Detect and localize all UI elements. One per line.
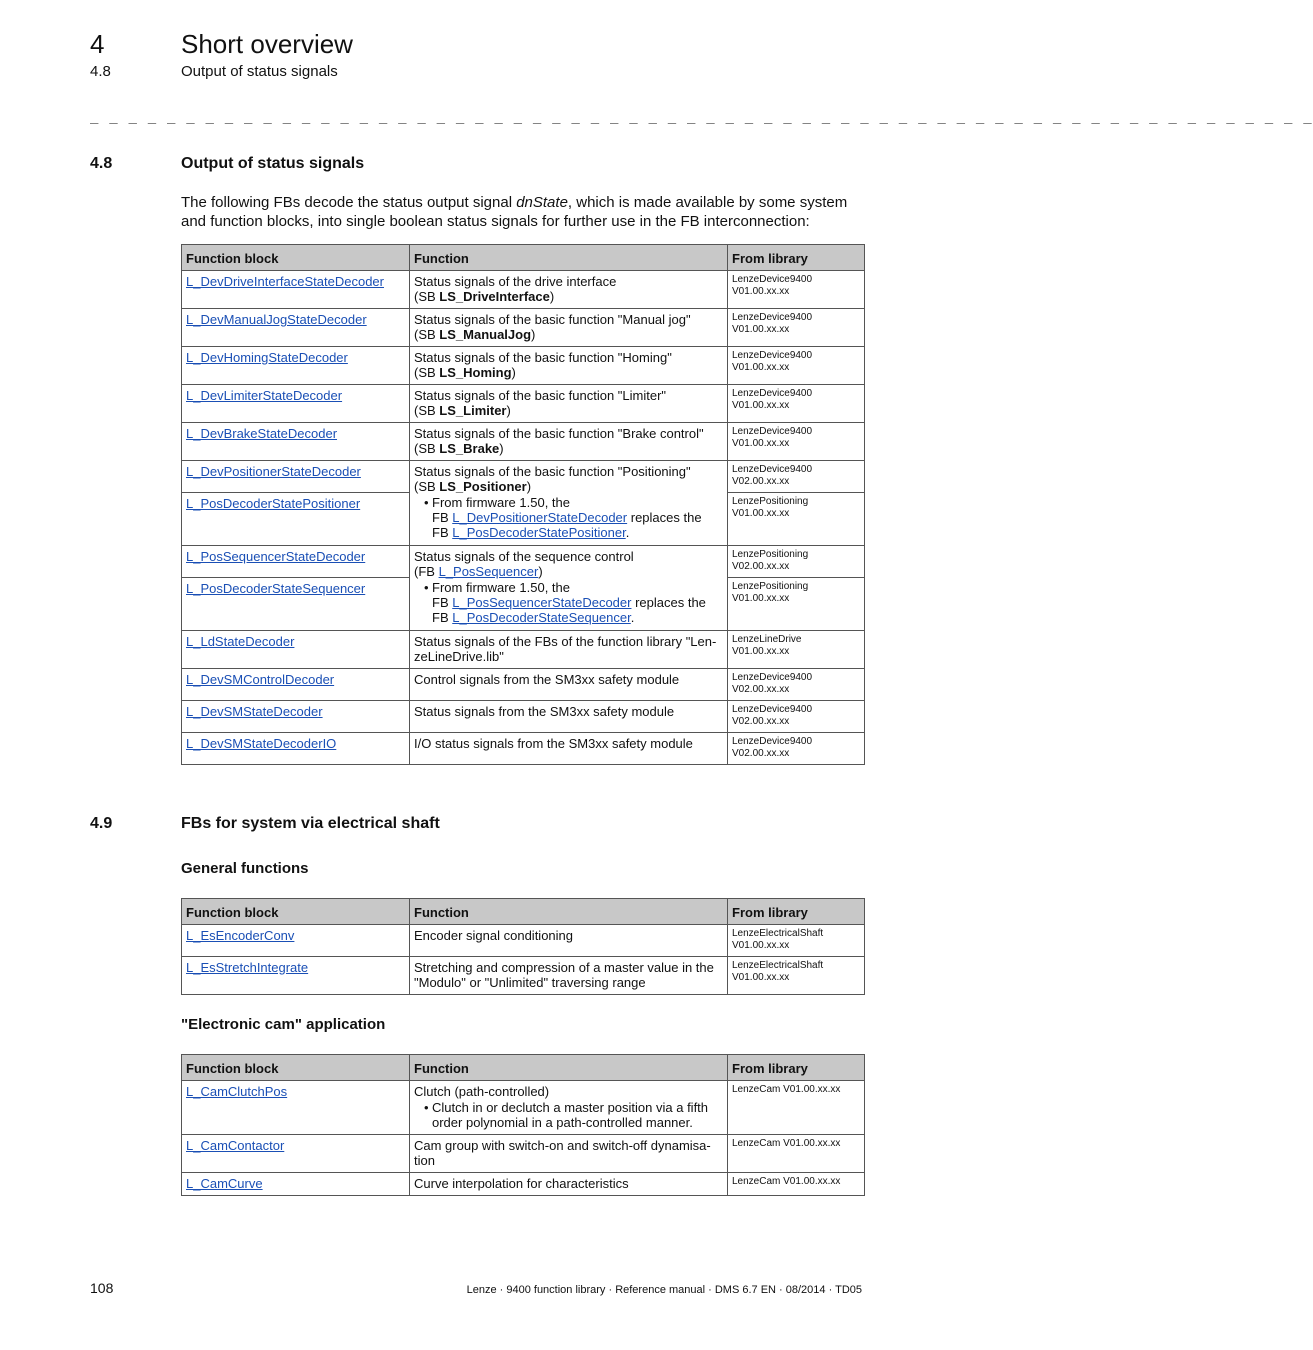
function-cell: Status signals of the basic function "Positioning" (SB LS_Positioner) • From firmware 1.50, the FB L_DevPositionerStateDecoder replaces the FB L_PosDecoderStatePositioner. <box>410 461 728 546</box>
function-cell: I/O status signals from the SM3xx safety module <box>410 733 728 765</box>
fb-link[interactable]: L_DevPositionerStateDecoder <box>452 510 628 525</box>
page-number: 108 <box>90 1280 114 1296</box>
general-functions-table <box>181 898 865 995</box>
table-row <box>182 631 865 669</box>
fb-link[interactable]: L_DevPositionerStateDecoder <box>186 464 361 479</box>
table-row <box>182 733 865 765</box>
function-cell: Status signals from the SM3xx safety module <box>410 701 728 733</box>
library-cell: LenzeDevice9400 V01.00.xx.xx <box>728 271 865 309</box>
function-cell: Curve interpolation for characteristics <box>410 1173 728 1196</box>
section-4-9-number: 4.9 <box>90 815 113 832</box>
table-row <box>182 347 865 385</box>
fb-link[interactable]: L_PosDecoderStatePositioner <box>452 525 626 540</box>
table-row <box>182 385 865 423</box>
col-function: Function <box>410 899 728 925</box>
fb-link[interactable]: L_PosDecoderStateSequencer <box>186 581 366 596</box>
header-section-number: 4.8 <box>90 63 111 80</box>
col-function: Function <box>410 1055 728 1081</box>
chapter-title: Short overview <box>181 29 353 59</box>
table-row <box>182 423 865 461</box>
function-cell: Status signals of the basic function "Homing" (SB LS_Homing) <box>410 347 728 385</box>
library-cell: LenzePositioning V01.00.xx.xx <box>728 493 865 546</box>
library-cell: LenzePositioning V01.00.xx.xx <box>728 578 865 631</box>
table-row <box>182 701 865 733</box>
section-4-8-number: 4.8 <box>90 155 113 172</box>
electronic-cam-heading: "Electronic cam" application <box>181 1016 386 1033</box>
library-cell: LenzeElectricalShaft V01.00.xx.xx <box>728 925 865 957</box>
function-cell: Status signals of the basic function "Manual jog" (SB LS_ManualJog) <box>410 309 728 347</box>
library-cell: LenzeDevice9400 V01.00.xx.xx <box>728 423 865 461</box>
function-cell: Encoder signal conditioning <box>410 925 728 957</box>
function-cell: Cam group with switch-on and switch-off dynamisa- tion <box>410 1135 728 1173</box>
fb-link[interactable]: L_DevDriveInterfaceStateDecoder <box>186 274 384 289</box>
table-row <box>182 309 865 347</box>
function-cell: Clutch (path-controlled) • Clutch in or declutch a master position via a fifth order polynomial in a path-controlled manner. <box>410 1081 728 1135</box>
library-cell: LenzeCam V01.00.xx.xx <box>728 1173 865 1196</box>
electronic-cam-table <box>181 1054 865 1196</box>
fb-link[interactable]: L_DevSMStateDecoderIO <box>186 736 337 751</box>
fb-link[interactable]: L_CamContactor <box>186 1138 285 1153</box>
table-row <box>182 1081 865 1135</box>
table-row <box>182 957 865 995</box>
library-cell: LenzeDevice9400 V02.00.xx.xx <box>728 733 865 765</box>
function-cell: Status signals of the drive interface (SB LS_DriveInterface) <box>410 271 728 309</box>
fb-link[interactable]: L_EsEncoderConv <box>186 928 295 943</box>
col-function-block: Function block <box>182 899 410 925</box>
fb-link[interactable]: L_PosDecoderStatePositioner <box>186 496 361 511</box>
bullet-note: • Clutch in or declutch a master position via a fifth order polynomial in a path-controlled manner. <box>424 1100 709 1130</box>
bullet-note: • From firmware 1.50, the FB L_PosSequencerStateDecoder replaces the FB L_PosDecoderStateSequencer. <box>424 580 706 625</box>
table-row <box>182 1173 865 1196</box>
col-from-library: From library <box>728 245 865 271</box>
fb-link[interactable]: L_PosSequencerStateDecoder <box>452 595 632 610</box>
dnstate-term: dnState <box>516 194 568 211</box>
fb-link[interactable]: L_PosSequencerStateDecoder <box>186 549 366 564</box>
function-cell: Status signals of the FBs of the function library "Len- zeLineDrive.lib" <box>410 631 728 669</box>
fb-link[interactable]: L_PosSequencer <box>438 564 539 579</box>
footer-doc-info: Lenze · 9400 function library · Reference manual · DMS 6.7 EN · 08/2014 · TD05 <box>466 1284 862 1296</box>
library-cell: LenzeElectricalShaft V01.00.xx.xx <box>728 957 865 995</box>
fb-link[interactable]: L_DevLimiterStateDecoder <box>186 388 343 403</box>
library-cell: LenzeDevice9400 V02.00.xx.xx <box>728 461 865 493</box>
fb-link[interactable]: L_EsStretchIntegrate <box>186 960 309 975</box>
library-cell: LenzeLineDrive V01.00.xx.xx <box>728 631 865 669</box>
table-row <box>182 271 865 309</box>
function-cell: Status signals of the basic function "Brake control" (SB LS_Brake) <box>410 423 728 461</box>
library-cell: LenzeDevice9400 V02.00.xx.xx <box>728 669 865 701</box>
function-cell: Stretching and compression of a master value in the "Modulo" or "Unlimited" traversing range <box>410 957 728 995</box>
library-cell: LenzeCam V01.00.xx.xx <box>728 1135 865 1173</box>
function-cell: Status signals of the sequence control (FB L_PosSequencer) • From firmware 1.50, the FB L_PosSequencerStateDecoder replaces the FB L_PosDecoderStateSequencer. <box>410 546 728 631</box>
library-cell: LenzePositioning V02.00.xx.xx <box>728 546 865 578</box>
col-from-library: From library <box>728 899 865 925</box>
bullet-note: • From firmware 1.50, the FB L_DevPositionerStateDecoder replaces the FB L_PosDecoderStatePositioner. <box>424 495 702 540</box>
status-decoder-table <box>181 244 865 765</box>
table-row <box>182 669 865 701</box>
library-cell: LenzeCam V01.00.xx.xx <box>728 1081 865 1135</box>
intro-paragraph: The following FBs decode the status output signal dnState, which is made available by some system and function blocks, into single boolean status signals for further use in the FB interconnection: <box>181 194 848 230</box>
header-section-title: Output of status signals <box>181 63 338 80</box>
fb-link[interactable]: L_PosDecoderStateSequencer <box>452 610 631 625</box>
col-function-block: Function block <box>182 245 410 271</box>
library-cell: LenzeDevice9400 V02.00.xx.xx <box>728 701 865 733</box>
library-cell: LenzeDevice9400 V01.00.xx.xx <box>728 347 865 385</box>
fb-link[interactable]: L_DevSMControlDecoder <box>186 672 335 687</box>
fb-link[interactable]: L_CamClutchPos <box>186 1084 288 1099</box>
table-row <box>182 925 865 957</box>
section-4-9-title: FBs for system via electrical shaft <box>181 815 440 832</box>
library-cell: LenzeDevice9400 V01.00.xx.xx <box>728 385 865 423</box>
col-function-block: Function block <box>182 1055 410 1081</box>
fb-link[interactable]: L_DevSMStateDecoder <box>186 704 323 719</box>
col-function: Function <box>410 245 728 271</box>
function-cell: Control signals from the SM3xx safety module <box>410 669 728 701</box>
header-rule: _ _ _ _ _ _ _ _ _ _ _ _ _ _ _ _ _ _ _ _ _ _ _ _ _ _ _ _ _ _ _ _ _ _ _ _ _ _ _ _ _ _ _ _ _ _ _ _ _ _ _ _ _ _ _ _ _ _ _ _ _ _ _ _ <box>90 108 1313 124</box>
fb-link[interactable]: L_DevHomingStateDecoder <box>186 350 348 365</box>
table-row <box>182 1135 865 1173</box>
table-row <box>182 546 865 578</box>
fb-link[interactable]: L_DevManualJogStateDecoder <box>186 312 367 327</box>
chapter-number: 4 <box>90 29 105 59</box>
fb-link[interactable]: L_LdStateDecoder <box>186 634 295 649</box>
general-functions-heading: General functions <box>181 860 309 877</box>
table-row <box>182 461 865 493</box>
library-cell: LenzeDevice9400 V01.00.xx.xx <box>728 309 865 347</box>
fb-link[interactable]: L_DevBrakeStateDecoder <box>186 426 338 441</box>
section-4-8-title: Output of status signals <box>181 155 365 172</box>
fb-link[interactable]: L_CamCurve <box>186 1176 263 1191</box>
function-cell: Status signals of the basic function "Limiter" (SB LS_Limiter) <box>410 385 728 423</box>
col-from-library: From library <box>728 1055 865 1081</box>
